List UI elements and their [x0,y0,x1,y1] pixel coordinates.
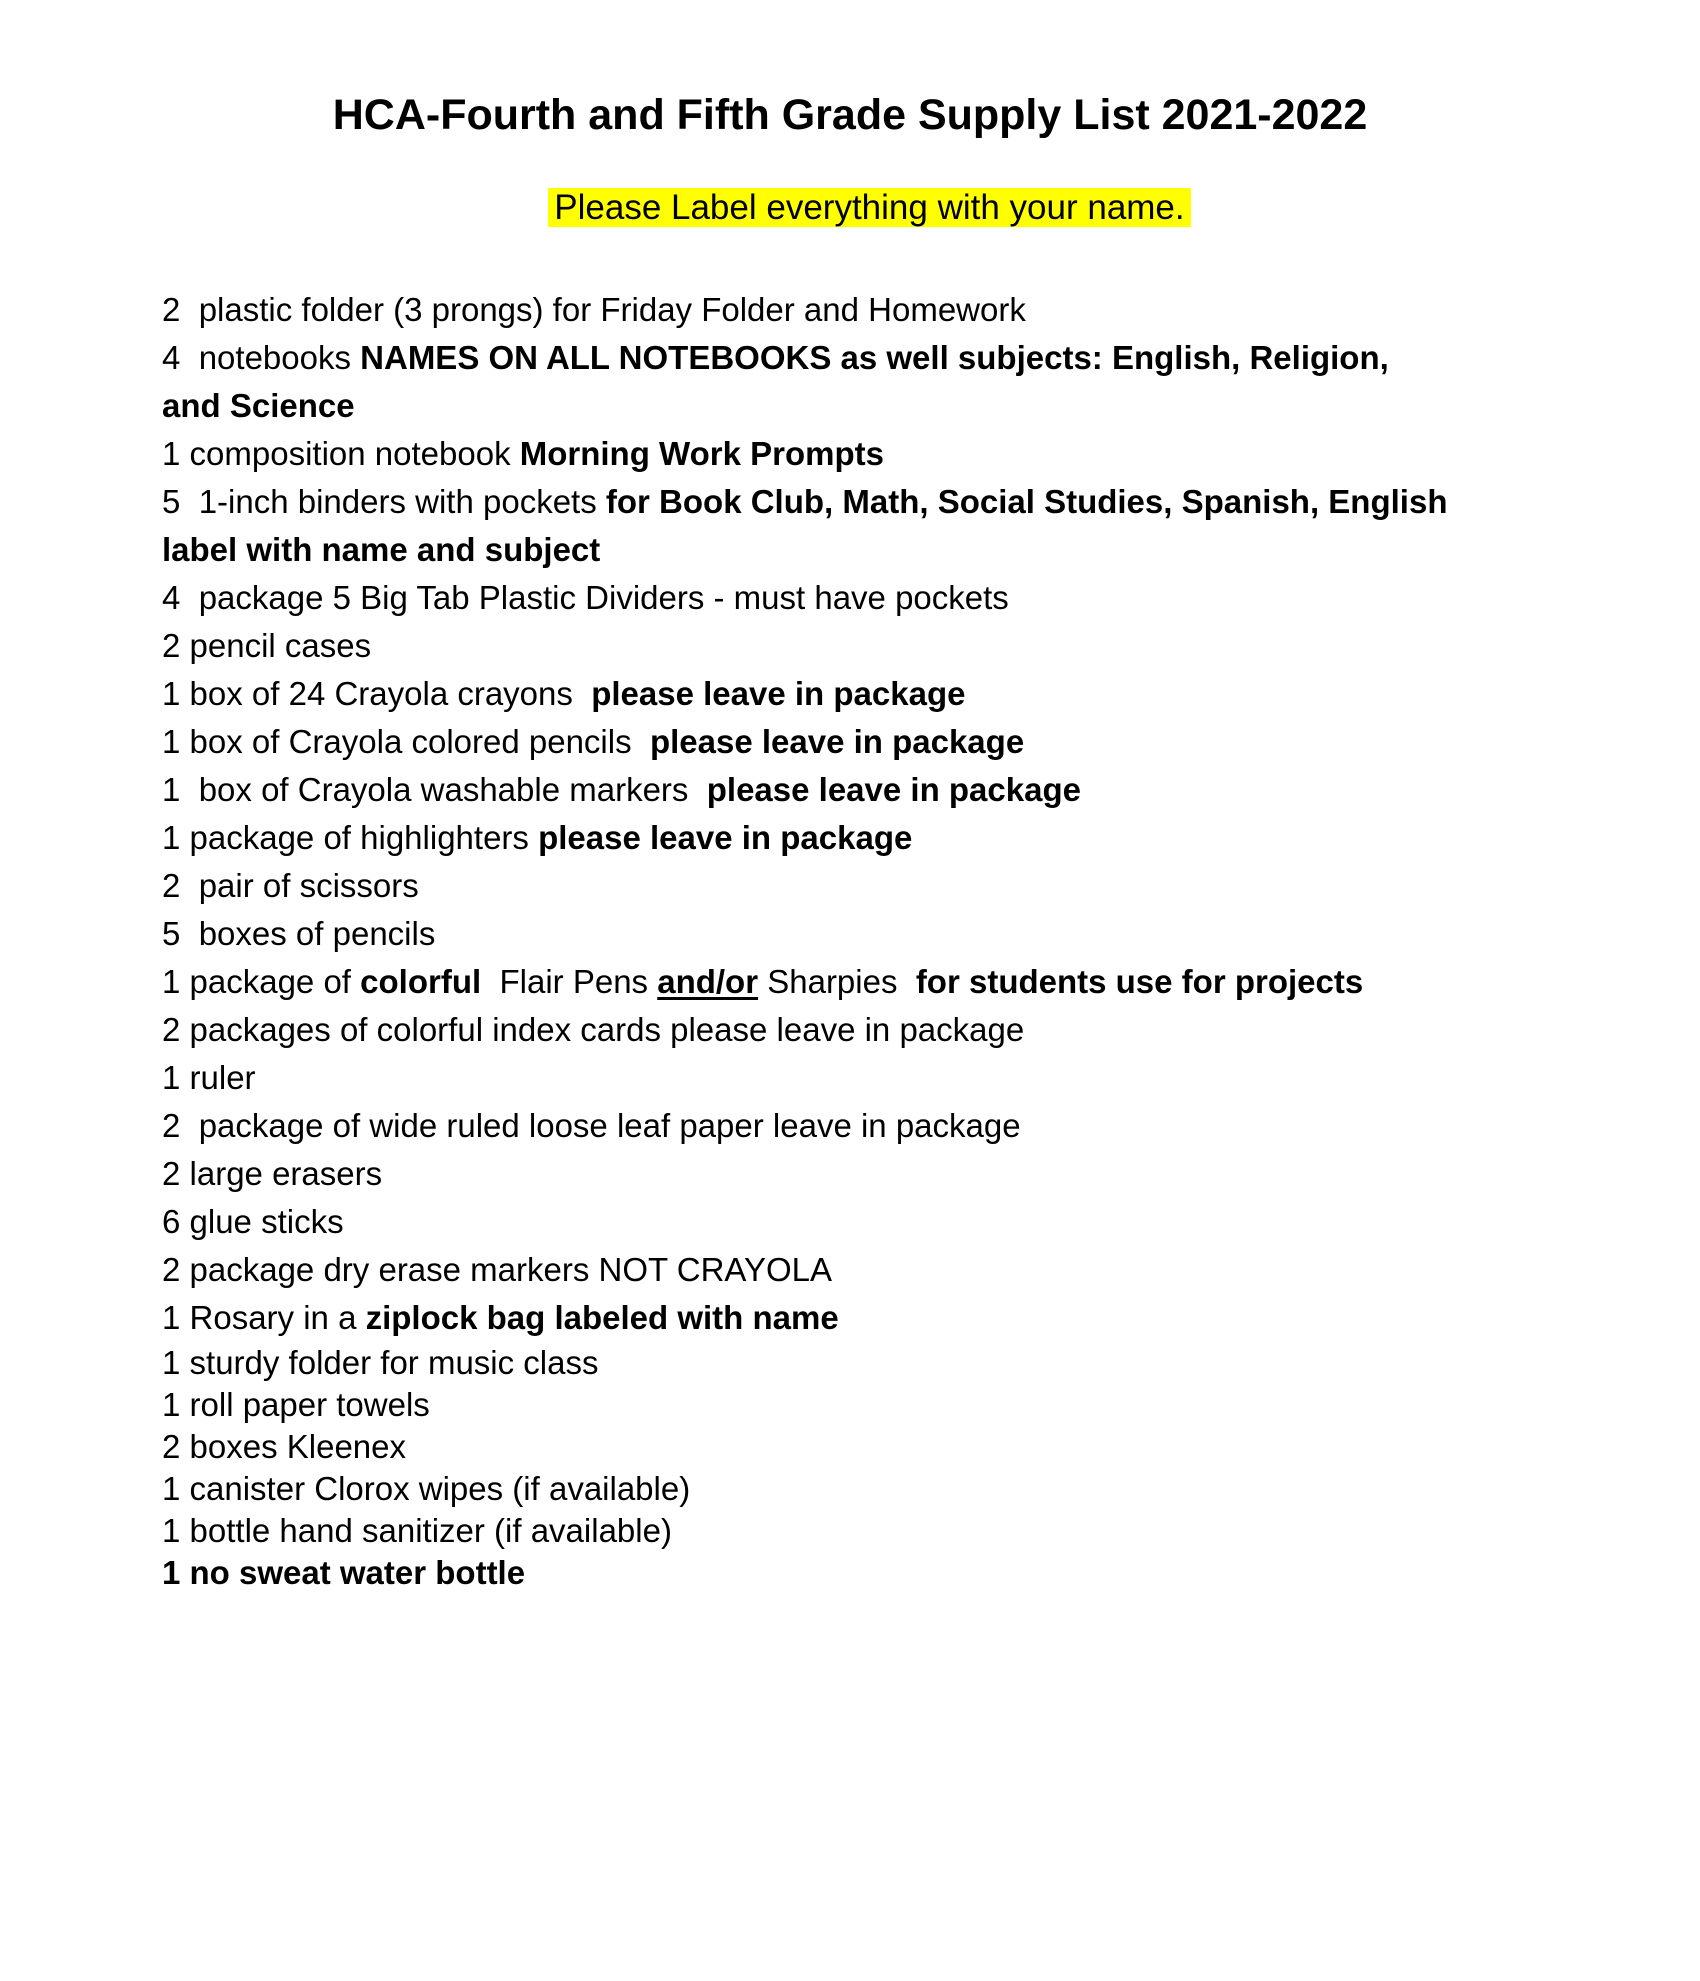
list-line-segment: 2 plastic folder (3 prongs) for Friday Folder and Homework [162,291,1026,328]
list-line-segment: 1 package of [162,963,361,1000]
list-line-segment: 1 box of Crayola washable markers [162,771,707,808]
list-line [162,1150,1660,1198]
list-line [162,1342,1660,1384]
list-line-segment: 2 large erasers [162,1155,383,1192]
list-line-segment: 5 1-inch binders with pockets [162,483,606,520]
list-line [162,1198,1660,1246]
list-line [162,1054,1660,1102]
list-line [162,670,1660,718]
list-line-segment: 6 glue sticks [162,1203,344,1240]
list-line-segment: 2 package of wide ruled loose leaf paper leave in package [162,1107,1021,1144]
list-line-segment: Morning Work Prompts [519,435,884,472]
list-line-segment: 4 package 5 Big Tab Plastic Dividers - must have pockets [162,579,1009,616]
list-line [162,286,1660,334]
list-line [162,1102,1660,1150]
list-line-segment: 1 box of 24 Crayola crayons [162,675,592,712]
list-line-segment: colorful [360,963,482,1000]
list-line-segment: 2 pair of scissors [162,867,419,904]
list-line [162,910,1660,958]
list-line-segment: 1 composition notebook [162,435,520,472]
list-line-segment: for students use for projects [915,963,1364,1000]
list-line-segment: NAMES ON ALL NOTEBOOKS as well subjects: English, Religion, [360,339,1389,376]
list-line-segment: 1 roll paper towels [162,1386,430,1423]
supply-list [0,286,1700,1594]
list-line-segment: Flair Pens [481,963,658,1000]
list-line [162,1384,1660,1426]
list-line-segment: 1 ruler [162,1059,256,1096]
list-line-segment: 1 canister Clorox wipes (if available) [162,1470,691,1507]
list-line-segment: 1 package of highlighters [162,819,539,856]
list-line [162,1510,1660,1552]
list-line [162,382,1660,430]
list-line-segment: and Science [162,387,355,424]
list-line [162,334,1660,382]
list-line-segment: for Book Club, Math, Social Studies, Spanish, English [605,483,1448,520]
list-line [162,1468,1660,1510]
list-line-segment: please leave in package [649,723,1025,760]
list-line [162,622,1660,670]
list-line-segment: 2 packages of colorful index cards please leave in package [162,1011,1025,1048]
list-line [162,958,1660,1006]
list-line [162,478,1660,526]
list-line-segment: please leave in package [706,771,1081,808]
list-line [162,1246,1660,1294]
list-line-segment: please leave in package [538,819,913,856]
list-line [162,1294,1660,1342]
document-subtitle [0,148,1700,268]
list-line [162,766,1660,814]
list-line [162,718,1660,766]
list-line [162,1426,1660,1468]
list-line-segment: 1 sturdy folder for music class [162,1344,599,1381]
list-line-segment: 1 Rosary in a [162,1299,366,1336]
list-line [162,574,1660,622]
list-line [162,862,1660,910]
list-line [162,526,1660,574]
list-line-segment: 1 no sweat water bottle [162,1554,526,1591]
list-line-segment: Sharpies [758,963,916,1000]
list-line [162,1552,1660,1594]
list-line-segment: 2 package dry erase markers NOT CRAYOLA [162,1251,833,1288]
list-line-segment: 5 boxes of pencils [162,915,436,952]
highlighted-subtitle-text: Please Label everything with your name. [548,188,1190,227]
document-title: HCA-Fourth and Fifth Grade Supply List 2021-2022 [332,91,1368,139]
list-line-segment: 2 pencil cases [162,627,372,664]
list-line-segment: please leave in package [591,675,966,712]
list-line-segment: 4 notebooks [162,339,361,376]
list-line-segment: 2 boxes Kleenex [162,1428,407,1465]
list-line [162,430,1660,478]
list-line [162,1006,1660,1054]
list-line [162,814,1660,862]
list-line-segment: 1 box of Crayola colored pencils [162,723,650,760]
list-line-segment: and/or [657,963,759,1000]
list-line-segment: 1 bottle hand sanitizer (if available) [162,1512,672,1549]
list-line-segment: ziplock bag labeled with name [365,1299,839,1336]
list-line-segment: label with name and subject [162,531,601,568]
